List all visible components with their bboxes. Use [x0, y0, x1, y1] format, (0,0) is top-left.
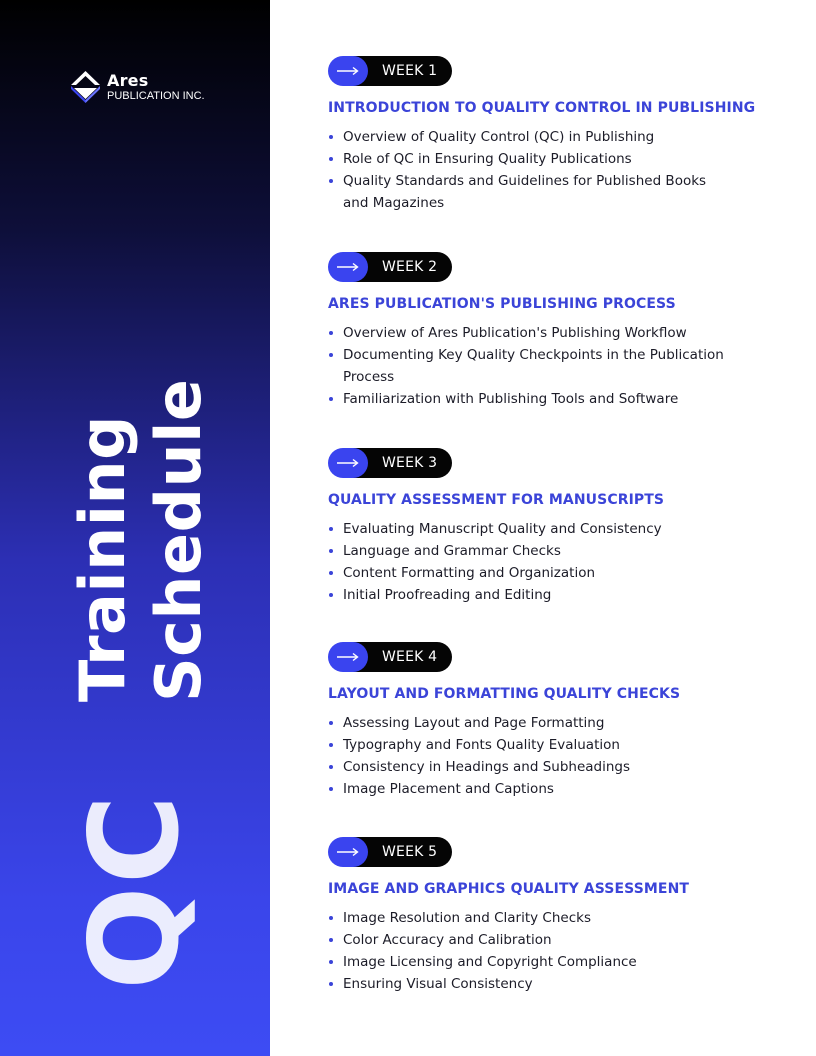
- week-badge: [328, 252, 452, 282]
- arrow-right-icon: [336, 262, 360, 272]
- topic-item: Image Licensing and Copyright Compliance: [328, 951, 728, 973]
- topic-list: [328, 907, 778, 995]
- week-heading: LAYOUT AND FORMATTING QUALITY CHECKS: [328, 686, 681, 702]
- topic-item: Evaluating Manuscript Quality and Consistency: [328, 518, 728, 540]
- week-heading: ARES PUBLICATION'S PUBLISHING PROCESS: [328, 296, 676, 312]
- topic-item: Ensuring Visual Consistency: [328, 973, 728, 995]
- topic-list: [328, 322, 778, 410]
- title-qc: QC: [64, 792, 206, 990]
- title-schedule: Schedule: [142, 378, 215, 702]
- diamond-logo-icon: [70, 70, 101, 104]
- topic-list: [328, 518, 778, 606]
- topic-item: Assessing Layout and Page Formatting: [328, 712, 728, 734]
- topic-item: Language and Grammar Checks: [328, 540, 728, 562]
- week-heading: INTRODUCTION TO QUALITY CONTROL IN PUBLISHING: [328, 100, 756, 116]
- week-badge: [328, 448, 452, 478]
- page-title: [65, 370, 215, 990]
- brand-logo: [70, 70, 205, 104]
- topic-item: Consistency in Headings and Subheadings: [328, 756, 728, 778]
- week-section: [328, 837, 778, 995]
- week-label: WEEK 4: [382, 649, 438, 665]
- topic-item: Image Resolution and Clarity Checks: [328, 907, 728, 929]
- topic-item: Familiarization with Publishing Tools and Software: [328, 388, 728, 410]
- week-badge: [328, 642, 452, 672]
- topic-item: Color Accuracy and Calibration: [328, 929, 728, 951]
- brand-name: Ares: [107, 70, 149, 90]
- arrow-badge: [328, 252, 368, 282]
- arrow-right-icon: [336, 458, 360, 468]
- week-section: [328, 642, 778, 800]
- arrow-badge: [328, 448, 368, 478]
- arrow-badge: [328, 837, 368, 867]
- topic-list: [328, 712, 778, 800]
- week-section: [328, 448, 778, 606]
- topic-item: Quality Standards and Guidelines for Published Books and Magazines: [328, 170, 728, 214]
- week-label: WEEK 3: [382, 455, 438, 471]
- week-label: WEEK 2: [382, 259, 438, 275]
- topic-item: Role of QC in Ensuring Quality Publications: [328, 148, 728, 170]
- week-heading: QUALITY ASSESSMENT FOR MANUSCRIPTS: [328, 492, 665, 508]
- week-section: [328, 252, 778, 410]
- week-section: [328, 56, 778, 214]
- arrow-badge: [328, 642, 368, 672]
- brand-subtitle: PUBLICATION INC.: [107, 89, 205, 102]
- topic-item: Overview of Ares Publication's Publishing Workflow: [328, 322, 728, 344]
- topic-item: Typography and Fonts Quality Evaluation: [328, 734, 728, 756]
- arrow-right-icon: [336, 652, 360, 662]
- arrow-right-icon: [336, 66, 360, 76]
- topic-item: Documenting Key Quality Checkpoints in the Publication Process: [328, 344, 728, 388]
- sidebar-panel: [0, 0, 270, 1056]
- topic-item: Content Formatting and Organization: [328, 562, 728, 584]
- arrow-badge: [328, 56, 368, 86]
- title-training: Training: [66, 414, 139, 702]
- week-label: WEEK 1: [382, 63, 438, 79]
- arrow-right-icon: [336, 847, 360, 857]
- week-badge: [328, 56, 452, 86]
- topic-list: [328, 126, 778, 214]
- week-badge: [328, 837, 452, 867]
- topic-item: Initial Proofreading and Editing: [328, 584, 728, 606]
- topic-item: Image Placement and Captions: [328, 778, 728, 800]
- week-heading: IMAGE AND GRAPHICS QUALITY ASSESSMENT: [328, 881, 690, 897]
- week-label: WEEK 5: [382, 844, 438, 860]
- topic-item: Overview of Quality Control (QC) in Publishing: [328, 126, 728, 148]
